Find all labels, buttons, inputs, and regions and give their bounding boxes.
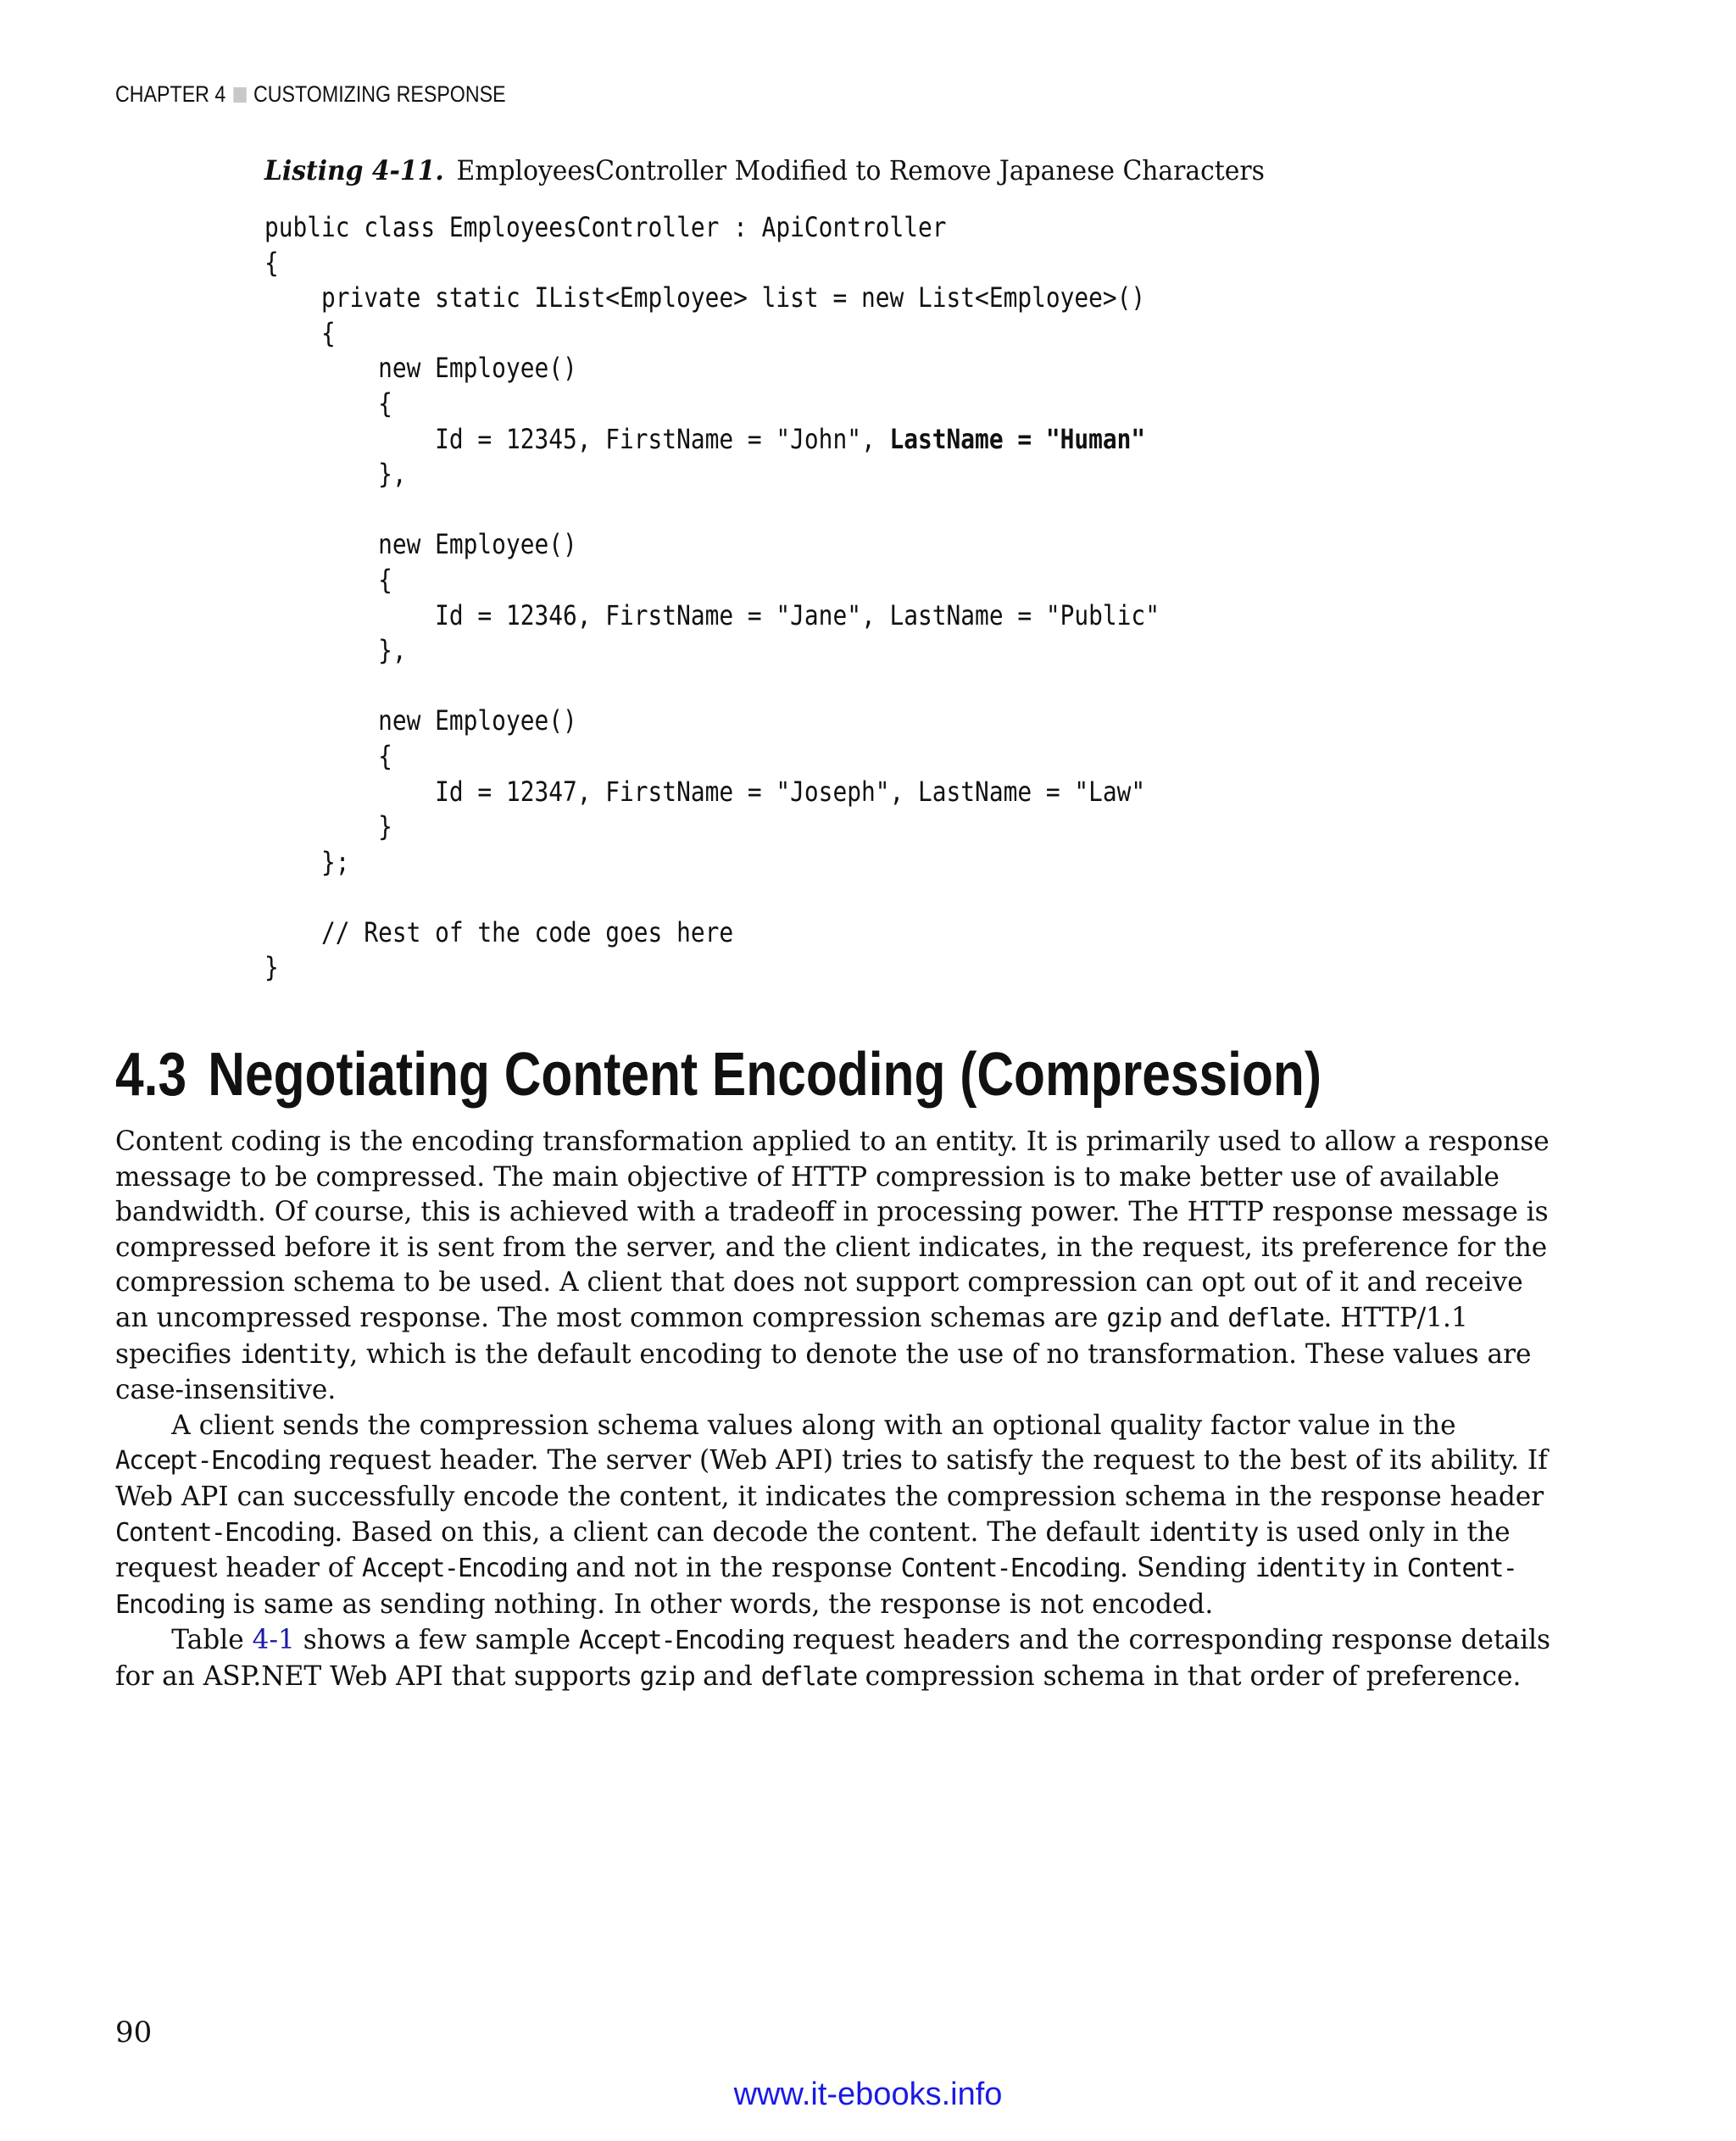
text-run: request headers and the corresponding response details for an ASP.NET Web API that supports bbox=[115, 1623, 1551, 1692]
text-run: compression schema in that order of preference. bbox=[856, 1659, 1522, 1692]
inline-code: Content-Encoding bbox=[900, 1554, 1121, 1584]
table-reference-link[interactable]: 4-1 bbox=[252, 1623, 295, 1656]
inline-code: deflate bbox=[1227, 1303, 1324, 1333]
code-line bbox=[264, 492, 1160, 528]
code-line: Id = 12346, FirstName = "Jane", LastName = "Public" bbox=[264, 598, 1160, 631]
text-run: is same as sending nothing. In other words, the response is not encoded. bbox=[225, 1587, 1214, 1620]
inline-code: Content-Encoding bbox=[115, 1554, 1517, 1620]
inline-code: Content-Encoding bbox=[115, 1517, 335, 1548]
listing-caption-text: EmployeesController Modified to Remove Japanese Characters bbox=[456, 154, 1265, 186]
text-run: Table bbox=[171, 1623, 253, 1656]
code-line: }, bbox=[264, 634, 407, 667]
inline-code: Accept-Encoding bbox=[115, 1446, 321, 1476]
paragraph bbox=[115, 1124, 1554, 1408]
code-line: { bbox=[264, 386, 392, 420]
text-run: . HTTP/1.1 specifies bbox=[115, 1300, 1468, 1370]
text-run: . Based on this, a client can decode the content. The default bbox=[334, 1515, 1149, 1548]
code-line: }; bbox=[264, 845, 350, 878]
inline-code: Accept-Encoding bbox=[578, 1626, 785, 1656]
code-line: { bbox=[264, 739, 392, 772]
page-number: 90 bbox=[115, 2016, 153, 2049]
chapter-title: CUSTOMIZING RESPONSE bbox=[253, 81, 506, 107]
text-run: . Sending bbox=[1120, 1551, 1255, 1584]
code-line: new Employee() bbox=[264, 352, 577, 385]
running-head bbox=[115, 81, 506, 108]
text-run: and bbox=[1160, 1300, 1228, 1333]
header-separator-square-icon bbox=[233, 87, 246, 103]
code-line: public class EmployeesController : ApiController bbox=[264, 211, 947, 243]
inline-code: identity bbox=[1255, 1554, 1366, 1584]
code-line: new Employee() bbox=[264, 528, 577, 561]
code-line-text: Id = 12345, FirstName = "John", bbox=[264, 422, 890, 455]
chapter-label: CHAPTER 4 bbox=[115, 81, 226, 107]
code-line: { bbox=[264, 246, 279, 279]
code-line bbox=[264, 669, 1160, 704]
code-line-with-bold bbox=[264, 422, 1160, 458]
paragraph bbox=[115, 1408, 1554, 1623]
section-title: Negotiating Content Encoding (Compression) bbox=[208, 1041, 1321, 1109]
code-bold-fragment: LastName = "Human" bbox=[889, 422, 1146, 455]
text-run: Content coding is the encoding transformation applied to an entity. It is primarily used to allow a response message to be compressed. The main objective of HTTP compression is to make better use of available bandwidth. Of course, this is achieved with a tradeoff in processing power. The HTTP response message is compressed before it is sent from the server, and the client indicates, in the request, its preference for the compression schema to be used. A client that does not support compression can opt out of it and receive an uncompressed response. The most common compression schemas are bbox=[115, 1125, 1550, 1333]
code-line: { bbox=[264, 316, 336, 349]
code-line: } bbox=[264, 951, 279, 984]
code-line: new Employee() bbox=[264, 704, 577, 737]
code-line: { bbox=[264, 563, 392, 596]
text-run: A client sends the compression schema values along with an optional quality factor value in the bbox=[171, 1408, 1456, 1441]
listing-caption bbox=[264, 154, 1265, 186]
body-text bbox=[115, 1124, 1554, 1695]
inline-code: Accept-Encoding bbox=[362, 1554, 568, 1584]
code-listing bbox=[264, 210, 1160, 986]
text-run: in bbox=[1365, 1551, 1407, 1584]
code-line: // Rest of the code goes here bbox=[264, 915, 734, 948]
text-run: request header. The server (Web API) tries to satisfy the request to the best of its ability. If Web API can successfully encode the content, it indicates the compression schema in the response header bbox=[115, 1443, 1548, 1512]
inline-code: gzip bbox=[639, 1661, 695, 1692]
footer-website-link[interactable]: www.it-ebooks.info bbox=[733, 2077, 1003, 2112]
text-run: and not in the response bbox=[567, 1551, 901, 1584]
code-line bbox=[264, 880, 1160, 915]
inline-code: deflate bbox=[760, 1661, 857, 1692]
text-run: shows a few sample bbox=[294, 1623, 579, 1656]
text-run: and bbox=[694, 1659, 761, 1692]
paragraph bbox=[115, 1622, 1554, 1694]
inline-code: identity bbox=[1148, 1517, 1258, 1548]
code-line: }, bbox=[264, 458, 407, 491]
inline-code: identity bbox=[240, 1339, 350, 1370]
code-line: } bbox=[264, 810, 392, 843]
code-line: Id = 12347, FirstName = "Joseph", LastName = "Law" bbox=[264, 775, 1146, 808]
section-heading bbox=[115, 1041, 1321, 1109]
listing-label: Listing 4-11. bbox=[264, 154, 444, 186]
code-line: private static IList<Employee> list = new List<Employee>() bbox=[264, 281, 1146, 314]
text-run: , which is the default encoding to denote the use of no transformation. These values are case-insensitive. bbox=[115, 1337, 1532, 1406]
inline-code: gzip bbox=[1106, 1303, 1161, 1333]
section-number: 4.3 bbox=[115, 1041, 187, 1109]
text-run: is used only in the request header of bbox=[115, 1515, 1511, 1584]
